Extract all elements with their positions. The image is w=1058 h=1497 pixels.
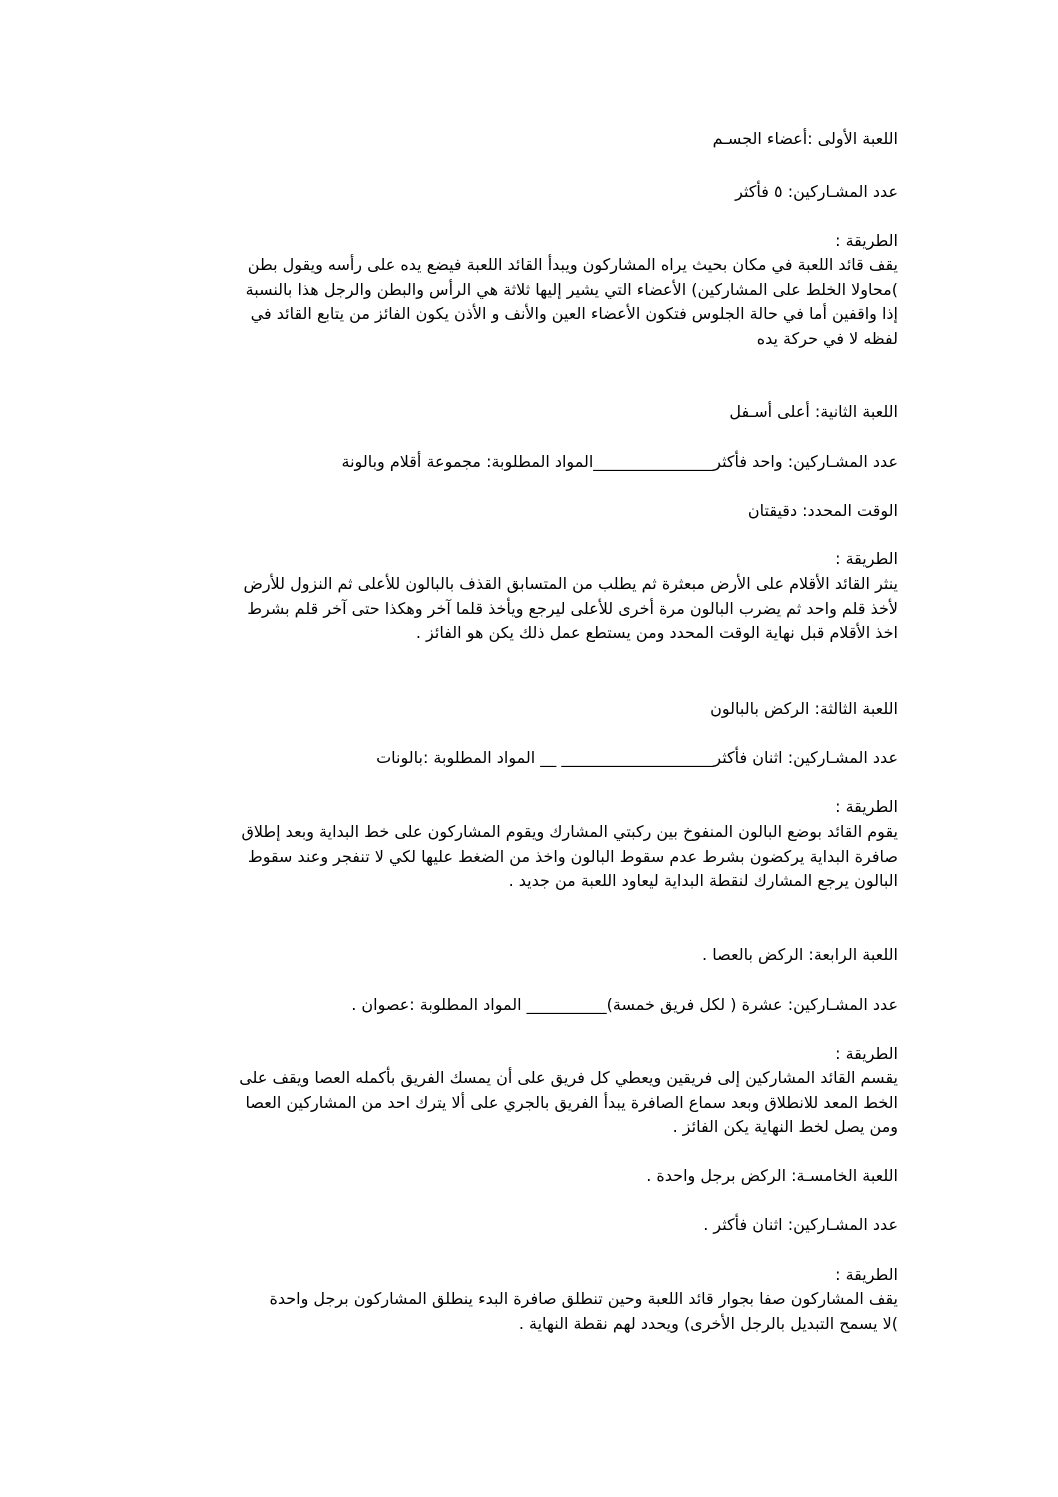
- game-2-method-line: لأخذ قلم واحد ثم يضرب البالون مرة أخرى للأعلى ليرجع ويأخذ قلما آخر وهكذا حتى آخر قلم بشرط: [247, 598, 898, 618]
- game-3-participants: عدد المشـاركين: اثنان فأكثر___________________ __ المواد المطلوبة :بالونات: [376, 748, 898, 767]
- game-1-method-line: يقف قائد اللعبة في مكان بحيث يراه المشاركون ويبدأ القائد اللعبة فيضع يده على رأسه ويقول بطن: [247, 255, 898, 274]
- game-2-participants: عدد المشـاركين: واحد فأكثر_______________المواد المطلوبة: مجموعة أقلام وبالونة: [341, 452, 898, 471]
- game-2-title: اللعبة الثانية: أعلى أسـفل: [729, 402, 898, 421]
- game-1-title: اللعبة الأولى :أعضاء الجسـم: [712, 129, 898, 148]
- game-4-participants: عدد المشـاركين: عشرة ( لكل فريق خمسة)__________ المواد المطلوبة :عصوان .: [351, 995, 898, 1014]
- game-5-title: اللعبة الخامسـة: الركض برجل واحدة .: [646, 1166, 898, 1185]
- game-2-method-line: ينثر القائد الأقلام على الأرض مبعثرة ثم يطلب من المتسابق القذف بالبالون للأعلى ثم النزول للأرض: [243, 574, 898, 593]
- game-3-method-label: الطريقة :: [835, 797, 898, 816]
- game-1-method-text: [178, 253, 898, 351]
- game-1-participants: عدد المشـاركين: ٥ فأكثر: [735, 182, 898, 201]
- game-3-title: اللعبة الثالثة: الركض بالبالون: [710, 699, 898, 718]
- game-3-method-line: البالون يرجع المشارك لنقطة البداية ليعاود اللعبة من جديد .: [508, 871, 898, 890]
- game-1-method-line: )محاولا الخلط على المشاركين) الأعضاء التي يشير إليها ثلاثة هي الرأس والبطن والرجل هذا بالنسبة: [245, 279, 898, 299]
- game-4-method-line: ومن يصل لخط النهاية يكن الفائز .: [672, 1117, 898, 1136]
- game-1-method-line: إذا واقفين أما في حالة الجلوس فتكون الأعضاء العين والأنف و الأذن يكون الفائز من يتابع القائد في: [250, 304, 898, 323]
- game-4-method-line: الخط المعد للانطلاق وبعد سماع الصافرة يبدأ الفريق بالجري على ألا يترك احد من المشاركين العصا: [245, 1092, 898, 1112]
- game-5-method-line: )لا يسمح التبديل بالرجل الأخرى) ويحدد لهم نقطة النهاية .: [518, 1313, 898, 1333]
- game-5-method-label: الطريقة :: [835, 1265, 898, 1284]
- game-4-method-text: [178, 1066, 898, 1140]
- game-3-method-line: صافرة البداية يركضون بشرط عدم سقوط البالون واخذ من الضغط عليها لكي لا تنفجر وعند سقوط: [247, 846, 898, 866]
- game-1-method-label: الطريقة :: [835, 231, 898, 250]
- game-4-method-label: الطريقة :: [835, 1044, 898, 1063]
- game-5-method-text: [218, 1287, 898, 1336]
- game-5-method-line: يقف المشاركون صفا بجوار قائد اللعبة وحين تنطلق صافرة البدء ينطلق المشاركون برجل واحدة: [269, 1289, 898, 1308]
- game-1-method-line: لفظه لا في حركة يده: [756, 328, 898, 348]
- game-5-participants: عدد المشـاركين: اثنان فأكثر .: [703, 1215, 898, 1234]
- game-2-time: الوقت المحدد: دقيقتان: [747, 501, 898, 520]
- game-2-method-label: الطريقة :: [835, 549, 898, 568]
- game-4-method-line: يقسم القائد المشاركين إلى فريقين ويعطي كل فريق على أن يمسك الفريق بأكمله العصا ويقف على: [239, 1068, 898, 1087]
- game-2-method-line: اخذ الأقلام قبل نهاية الوقت المحدد ومن يستطع عمل ذلك يكن هو الفائز .: [415, 623, 898, 642]
- game-3-method-text: [178, 820, 898, 894]
- game-3-method-line: يقوم القائد بوضع البالون المنفوخ بين ركبتي المشارك ويقوم المشاركون على خط البداية وبعد إطلاق: [241, 822, 898, 841]
- game-2-method-text: [178, 572, 898, 646]
- game-4-title: اللعبة الرابعة: الركض بالعصا .: [702, 945, 898, 964]
